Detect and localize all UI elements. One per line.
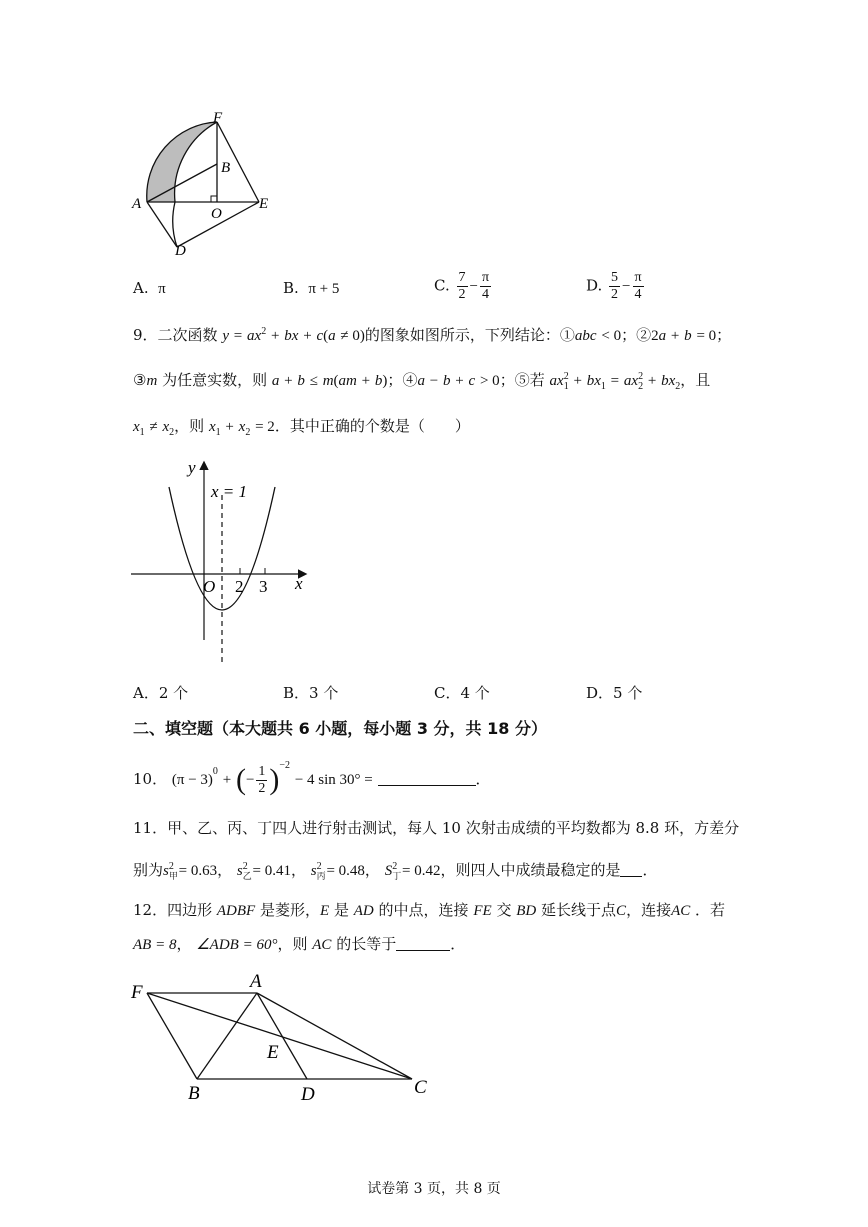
- tick-3: 3: [259, 577, 268, 596]
- q9-line-1: 9．二次函数 $y = ax^2$ + bx + c(a ≠ 0)的图象如图所示，下列结论：①abc < 0；②2a + b = 0；: [133, 326, 732, 344]
- q8-option-a: A. π: [133, 279, 166, 297]
- q9-option-c: C．4 个: [434, 684, 490, 702]
- label-O: O: [203, 577, 216, 596]
- label-F: F: [213, 110, 223, 126]
- answer-blank[interactable]: [378, 785, 476, 786]
- q9-line-3: $x_1 \ne x_2$，则 $x_1 + x_2 = 2$．其中正确的个数是（ ）: [133, 417, 470, 438]
- figure-q8: [125, 110, 285, 260]
- label-O: O: [211, 206, 222, 222]
- label-C: C: [414, 1077, 427, 1098]
- label-F: F: [131, 982, 143, 1003]
- q12-line-1: 12．四边形 ADBF 是菱形，E 是 AD 的中点，连接 FE 交 BD 延长线于点C，连接AC ．若: [133, 901, 726, 919]
- label-B: B: [188, 1083, 200, 1104]
- q8-option-c: C. $\frac{7}{2}$ − $\frac{\pi}{4}$: [434, 270, 490, 302]
- q9-line-2: ③m 为任意实数，则 a + b ≤ m(am + b)；④a − b + c > 0；⑤若 $ax_1^2 + bx_1 = ax_2^2 + bx_2$，且: [133, 371, 711, 392]
- label-D: D: [175, 243, 186, 259]
- q8-option-d: D. $\frac{5}{2}$ − $\frac{\pi}{4}$: [586, 270, 642, 302]
- page-footer: 试卷第 3 页，共 8 页: [367, 1181, 501, 1197]
- label-E: E: [267, 1042, 279, 1063]
- label-E: E: [259, 196, 269, 212]
- tick-2: 2: [235, 577, 244, 596]
- q9-option-b: B．3 个: [283, 684, 339, 702]
- label-D: D: [301, 1084, 315, 1105]
- q9-option-d: D．5 个: [586, 684, 643, 702]
- q11-line-2: 别为$s_甲^2 = 0.63$， $s_乙^2 = 0.41$， $s_丙^2 = 0.48$， $S_丁^2 = 0.42$，则四人中成绩最稳定的是 ．: [133, 861, 658, 882]
- q9-option-a: A．2 个: [133, 684, 189, 702]
- shaded-region: [147, 122, 217, 202]
- label-A: A: [250, 971, 262, 992]
- section-heading: 二、填空题（本大题共 6 小题，每小题 3 分，共 18 分）: [133, 719, 547, 738]
- q8-option-b: B. π + 5: [283, 279, 340, 297]
- q10: 10． $(\pi - 3)^0$ + (− $\frac{1}{2}$ )$^{-2}$ − 4 sin 30° = ．: [133, 760, 491, 796]
- label-x-eq-1: x = 1: [211, 482, 248, 501]
- label-A: A: [132, 196, 142, 212]
- q11-line-1: 11．甲、乙、丙、丁四人进行射击测试，每人 10 次射击成绩的平均数都为 8.8 环，方差分: [133, 819, 740, 837]
- figure-q12-rhombus: [125, 965, 435, 1115]
- label-x: x: [295, 574, 303, 593]
- answer-blank[interactable]: [620, 876, 642, 877]
- label-B: B: [221, 160, 231, 176]
- q12-line-2: AB = 8， ∠ADB = 60°，则 AC 的长等于 ．: [133, 935, 466, 953]
- figure-q9-parabola: [125, 455, 315, 670]
- label-y: y: [188, 458, 196, 477]
- answer-blank[interactable]: [396, 950, 450, 951]
